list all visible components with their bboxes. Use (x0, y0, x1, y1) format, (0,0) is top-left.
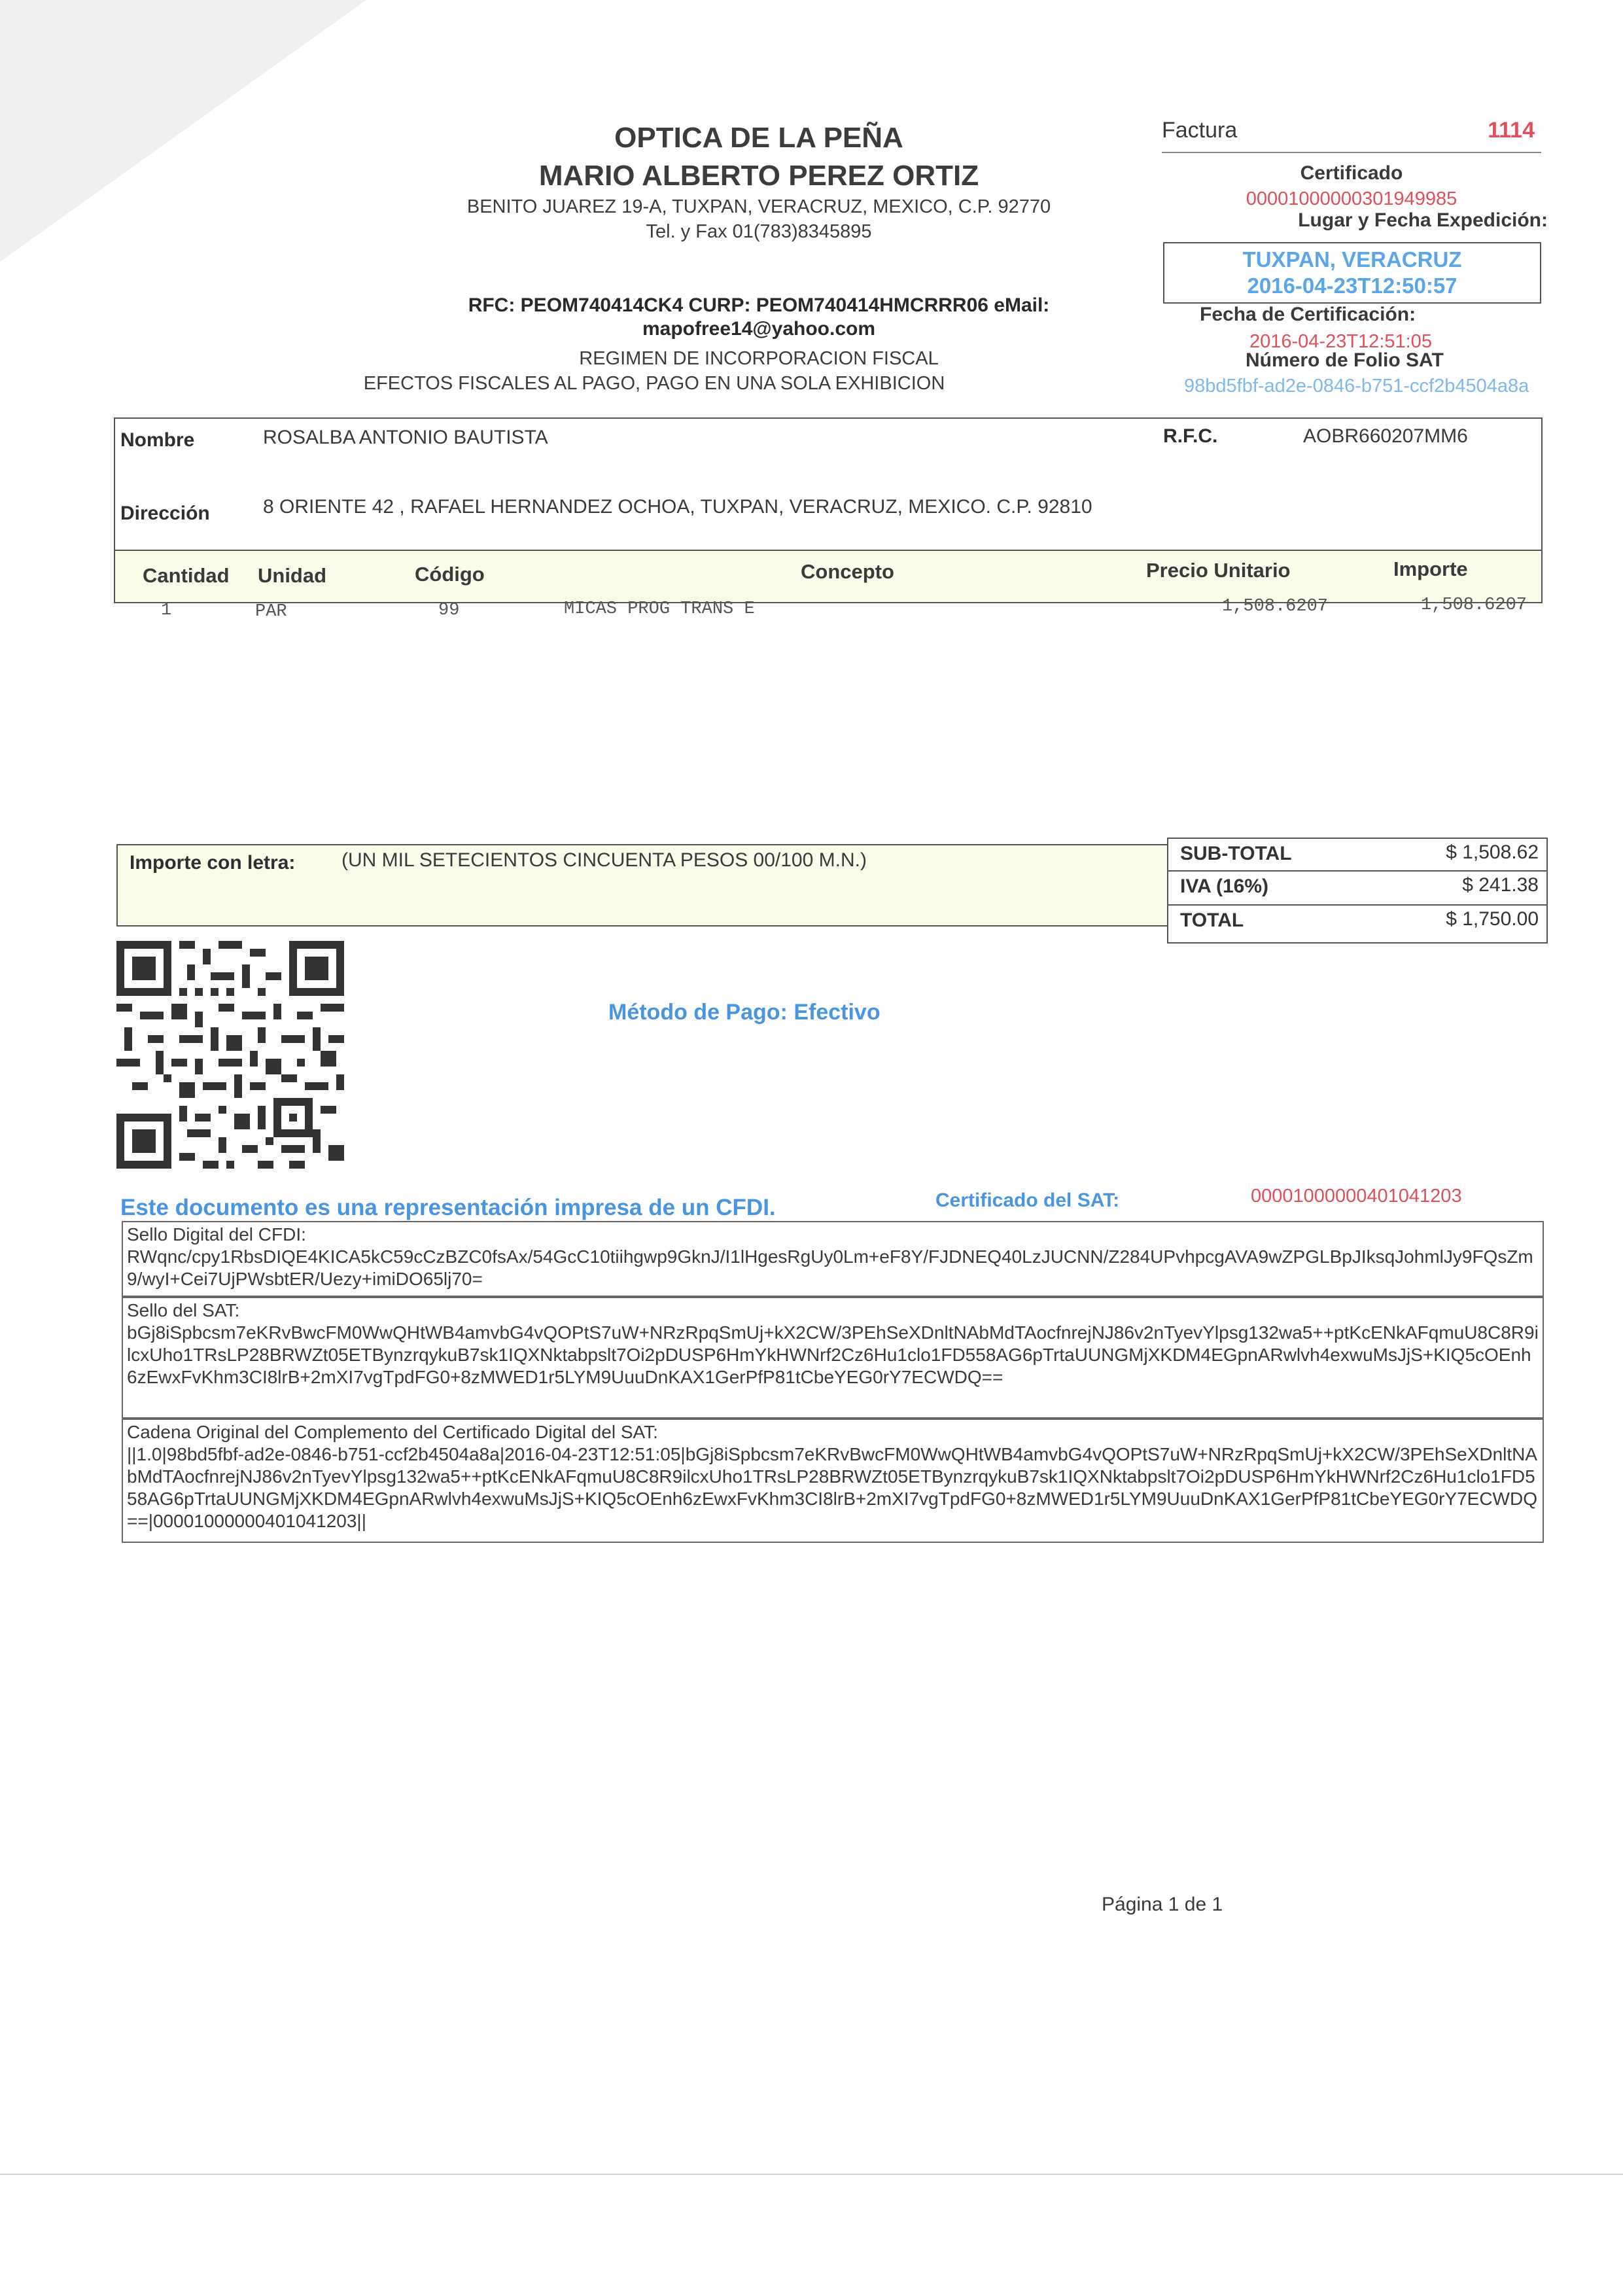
cadena-original-label: Cadena Original del Complemento del Certificado Digital del SAT: (127, 1422, 658, 1442)
regimen-fiscal: REGIMEN DE INCORPORACION FISCAL (579, 348, 939, 369)
factura-label: Factura (1162, 118, 1238, 143)
lugar-expedicion: TUXPAN, VERACRUZ (1242, 247, 1462, 272)
nombre-label: Nombre (120, 429, 195, 451)
company-name: OPTICA DE LA PEÑA (614, 122, 903, 154)
fecha-certificacion-label: Fecha de Certificación: (1200, 304, 1416, 325)
iva-label: IVA (16%) (1180, 875, 1269, 897)
row-cantidad: 1 (161, 601, 172, 620)
fecha-certificacion: 2016-04-23T12:51:05 (1249, 331, 1432, 352)
folio-sat-label: Número de Folio SAT (1246, 349, 1444, 371)
fecha-expedicion: 2016-04-23T12:50:57 (1247, 274, 1457, 298)
cfdi-note: Este documento es una representación impresa de un CFDI. (120, 1195, 776, 1220)
sello-sat-box (122, 1297, 1544, 1419)
page-number: Página 1 de 1 (1102, 1894, 1223, 1915)
lugar-fecha-label: Lugar y Fecha Expedición: (1298, 209, 1548, 231)
direccion-label: Dirección (120, 503, 210, 524)
company-address: BENITO JUAREZ 19-A, TUXPAN, VERACRUZ, MEXICO, C.P. 92770 (466, 196, 1051, 217)
sello-sat-value: bGj8iSpbcsm7eKRvBwcFM0WwQHtWB4amvbG4vQOPtS7uW+NRzRpqSmUj+kX2CW/3PEhSeXDnltNAbMdTAocfnrejNJ86v2nTyevYlpsg132wa5++ptKcENkAFqmuU8C8R9ilcxUho1TRsLP28BRWZt05ETBynzrqykuB7sk1IQXNktabpslt7Oi2pDUSP6HmYkHWNrf2Cz6Hu1clo1FD558AG6pTrtaUUNGMjXKDM4EGpnARwlvh4exwuMsJjS+KIQ5cOEnh6zEwxFvKhm3CI8lrB+2mXI7vgTpdFG0+8zMWED1r5LYM9UuuDnKAX1GerPfP81tCbeYEG0rY7ECWDQ== (127, 1322, 1539, 1387)
iva-value: $ 241.38 (1462, 874, 1539, 896)
row-codigo: 99 (438, 601, 460, 620)
factura-number: 1114 (1488, 118, 1535, 143)
col-importe: Importe (1393, 557, 1468, 580)
sello-cfdi-box (122, 1221, 1544, 1297)
client-address: 8 ORIENTE 42 , RAFAEL HERNANDEZ OCHOA, TUXPAN, VERACRUZ, MEXICO. C.P. 92810 (263, 496, 1092, 518)
totals-divider (1168, 870, 1546, 872)
client-box (114, 417, 1543, 555)
totals-divider (1168, 904, 1546, 906)
subtotal-label: SUB-TOTAL (1180, 843, 1292, 864)
totals-box (1167, 838, 1548, 944)
sello-sat-label: Sello del SAT: (127, 1300, 240, 1320)
col-unidad: Unidad (258, 564, 327, 587)
cadena-original-box (122, 1419, 1544, 1543)
col-codigo: Código (415, 563, 485, 586)
scan-edge-line (0, 2174, 1623, 2175)
sello-cfdi-label: Sello Digital del CFDI: (127, 1224, 306, 1245)
row-unidad: PAR (255, 602, 287, 622)
rfc-label: R.F.C. (1163, 425, 1218, 447)
client-name: ROSALBA ANTONIO BAUTISTA (263, 427, 548, 448)
factura-underline (1162, 152, 1541, 153)
col-precio-unitario: Precio Unitario (1146, 559, 1291, 582)
importe-letra-box (116, 844, 1170, 927)
qr-code-image (116, 941, 344, 1169)
certificado-sat-label: Certificado del SAT: (935, 1190, 1120, 1211)
subtotal-value: $ 1,508.62 (1446, 841, 1539, 863)
row-precio: 1,508.6207 (1221, 597, 1328, 616)
certificado-sat-number: 00001000000401041203 (1251, 1186, 1462, 1207)
certificado-number: 00001000000301949985 (1246, 188, 1457, 209)
importe-letra-value: (UN MIL SETECIENTOS CINCUENTA PESOS 00/100 M.N.) (341, 849, 867, 871)
col-concepto: Concepto (801, 560, 894, 583)
cadena-original-value: ||1.0|98bd5fbf-ad2e-0846-b751-ccf2b4504a8a|2016-04-23T12:51:05|bGj8iSpbcsm7eKRvBwcFM0WwQHtWB4amvbG4vQOPtS7uW+NRzRpqSmUj+kX2CW/3PEhSeXDnltNAbMdTAocfnrejNJ86v2nTyevYlpsg132wa5++ptKcENkAFqmuU8C8R9ilcxUho1TRsLP28BRWZt05ETBynzrqykuB7sk1IQXNktabpslt7Oi2pDUSP6HmYkHWNrf2Cz6Hu1clo1FD558AG6pTrtaUUNGMjXKDM4EGpnARwlvh4exwuMsJjS+KIQ5cOEnh6zEwxFvKhm3CI8lrB+2mXI7vgTpdFG0+8zMWED1r5LYM9UuuDnKAX1GerPfP81tCbeYEG0rY7ECWDQ==|00001000000401041203|| (127, 1444, 1538, 1531)
owner-name: MARIO ALBERTO PEREZ ORTIZ (538, 160, 979, 192)
company-phone: Tel. y Fax 01(783)8345895 (646, 221, 872, 242)
row-concepto: MICAS PROG TRANS E (564, 599, 755, 619)
total-value: $ 1,750.00 (1446, 908, 1539, 930)
items-table-header (114, 550, 1543, 603)
certificado-label: Certificado (1300, 162, 1403, 184)
efectos-fiscales: EFECTOS FISCALES AL PAGO, PAGO EN UNA SOLA EXHIBICION (363, 373, 945, 394)
scan-folded-corner (0, 0, 366, 262)
client-rfc: AOBR660207MM6 (1303, 425, 1468, 447)
metodo-pago: Método de Pago: Efectivo (608, 1000, 881, 1025)
rfc-curp-line: RFC: PEOM740414CK4 CURP: PEOM740414HMCRRR06 eMail: (468, 294, 1050, 316)
company-email: mapofree14@yahoo.com (642, 318, 876, 340)
importe-letra-label: Importe con letra: (130, 852, 296, 874)
col-cantidad: Cantidad (143, 564, 230, 587)
total-label: TOTAL (1180, 910, 1244, 931)
folio-sat: 98bd5fbf-ad2e-0846-b751-ccf2b4504a8a (1184, 376, 1529, 397)
expedicion-box (1163, 242, 1541, 304)
row-importe: 1,508.6207 (1420, 595, 1527, 615)
sello-cfdi-value: RWqnc/cpy1RbsDIQE4KICA5kC59cCzBZC0fsAx/54GcC10tiihgwp9GknJ/I1lHgesRgUy0Lm+eF8Y/FJDNEQ40LzJUCNN/Z284UPvhpcgAVA9wZPGLBpJIksqJohmlJy9FQsZm9/wyI+Cei7UjPWsbtER/Uezy+imiDO65lj70= (127, 1246, 1533, 1289)
